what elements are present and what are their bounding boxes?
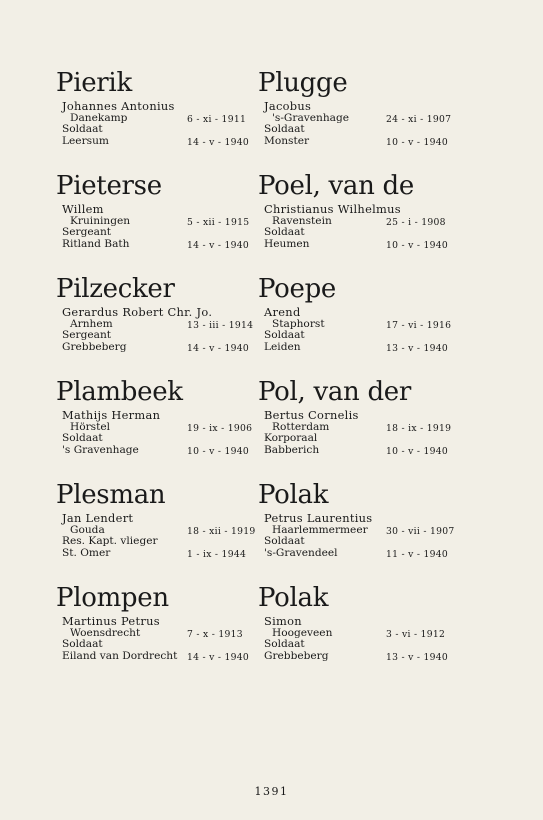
entry-birthplace: Arnhem	[70, 317, 113, 330]
entry-rank: Sergeant	[62, 329, 112, 342]
entry-birthplace: 's-Gravenhage	[272, 111, 350, 124]
entry-death-line	[62, 342, 256, 354]
entry-birthplace: Ravenstein	[272, 214, 332, 227]
entry-deathplace: Leersum	[62, 135, 109, 148]
memorial-entry	[258, 480, 458, 583]
memorial-entry	[56, 377, 256, 480]
entry-surname: Plugge	[258, 68, 348, 98]
entry-death-line	[264, 239, 458, 251]
entry-death-line	[264, 342, 458, 354]
page-number: 1391	[254, 785, 289, 798]
entry-rank: Soldaat	[264, 123, 305, 136]
entry-deathplace: 's Gravenhage	[62, 444, 139, 457]
entry-death-line	[62, 239, 256, 251]
entry-deathdate: 10 - v - 1940	[386, 240, 449, 252]
entry-given-names: Arend	[264, 305, 301, 319]
entry-given-names: Jan Lendert	[62, 511, 134, 525]
entry-birthdate: 24 - xi - 1907	[386, 113, 452, 125]
entry-rank: Soldaat	[264, 329, 305, 342]
entry-deathdate: 13 - v - 1940	[386, 343, 449, 355]
entry-death-line	[62, 651, 256, 663]
entry-given-names: Willem	[62, 202, 104, 216]
entry-deathplace: Monster	[264, 135, 310, 148]
entry-death-line	[264, 651, 458, 663]
memorial-entry	[258, 583, 458, 686]
entry-birthdate: 25 - i - 1908	[386, 216, 446, 228]
entry-birthdate: 3 - vi - 1912	[386, 628, 446, 640]
entry-given-names: Christianus Wilhelmus	[264, 202, 401, 216]
entry-death-line	[62, 445, 256, 457]
memorial-entry	[258, 274, 458, 377]
entry-surname: Poepe	[258, 274, 337, 304]
entry-deathdate: 14 - v - 1940	[187, 343, 250, 355]
left-column	[56, 68, 256, 686]
entry-birthdate: 18 - xii - 1919	[187, 525, 256, 537]
entry-given-names: Bertus Cornelis	[264, 408, 359, 422]
entry-deathdate: 10 - v - 1940	[187, 446, 250, 458]
entry-deathdate: 11 - v - 1940	[386, 549, 449, 561]
memorial-entry	[56, 583, 256, 686]
entry-deathplace: Grebbeberg	[62, 341, 127, 354]
entry-rank: Soldaat	[264, 535, 305, 548]
entry-given-names: Johannes Antonius	[62, 99, 175, 113]
entry-deathplace: St. Omer	[62, 547, 111, 560]
entry-given-names: Petrus Laurentius	[264, 511, 373, 525]
entry-birthplace: Hörstel	[70, 420, 111, 433]
entry-deathplace: Heumen	[264, 238, 310, 251]
entry-rank: Soldaat	[62, 432, 103, 445]
entry-birthplace: Danekamp	[70, 111, 128, 124]
entry-deathplace: Eiland van Dordrecht	[62, 650, 178, 663]
entry-surname: Plompen	[56, 583, 169, 613]
entry-surname: Poel, van de	[258, 171, 414, 201]
entry-deathdate: 10 - v - 1940	[386, 137, 449, 149]
entry-birthplace: Staphorst	[272, 317, 325, 330]
entry-surname: Plambeek	[56, 377, 183, 407]
entry-birthdate: 19 - ix - 1906	[187, 422, 253, 434]
entry-death-line	[264, 548, 458, 560]
entry-deathplace: Grebbeberg	[264, 650, 329, 663]
entry-deathdate: 14 - v - 1940	[187, 137, 250, 149]
entry-given-names: Simon	[264, 614, 302, 628]
entry-birthplace: Kruiningen	[70, 214, 131, 227]
entry-deathplace: Ritland Bath	[62, 238, 130, 251]
entry-rank: Soldaat	[62, 638, 103, 651]
entry-deathplace: Babberich	[264, 444, 320, 457]
entry-given-names: Gerardus Robert Chr. Jo.	[62, 305, 213, 319]
entry-birthdate: 5 - xii - 1915	[187, 216, 250, 228]
entry-surname: Pieterse	[56, 171, 162, 201]
entry-deathdate: 10 - v - 1940	[386, 446, 449, 458]
entry-birthdate: 6 - xi - 1911	[187, 113, 247, 125]
entry-death-line	[62, 548, 256, 560]
entry-birthplace: Woensdrecht	[70, 626, 141, 639]
memorial-entry	[56, 480, 256, 583]
entry-deathdate: 14 - v - 1940	[187, 240, 250, 252]
memorial-entry	[258, 68, 458, 171]
memorial-entry	[56, 68, 256, 171]
entry-given-names: Martinus Petrus	[62, 614, 160, 628]
entry-surname: Pilzecker	[56, 274, 175, 304]
entry-death-line	[62, 136, 256, 148]
entry-birthdate: 17 - vi - 1916	[386, 319, 452, 331]
entry-birthplace: Haarlemmermeer	[272, 523, 368, 536]
entry-birthdate: 18 - ix - 1919	[386, 422, 452, 434]
entry-birthplace: Gouda	[70, 523, 105, 536]
entry-rank: Sergeant	[62, 226, 112, 239]
memorial-entry	[258, 171, 458, 274]
entry-surname: Pierik	[56, 68, 132, 98]
entry-surname: Pol, van der	[258, 377, 411, 407]
right-column	[258, 68, 458, 686]
memorial-entry	[56, 274, 256, 377]
entry-given-names: Jacobus	[264, 99, 312, 113]
entry-given-names: Mathijs Herman	[62, 408, 161, 422]
entry-rank: Soldaat	[264, 226, 305, 239]
entry-birthdate: 7 - x - 1913	[187, 628, 243, 640]
memorial-entry	[258, 377, 458, 480]
entry-birthplace: Rotterdam	[272, 420, 330, 433]
entry-rank: Res. Kapt. vlieger	[62, 535, 158, 548]
entry-deathdate: 14 - v - 1940	[187, 652, 250, 664]
entry-rank: Soldaat	[264, 638, 305, 651]
entry-death-line	[264, 136, 458, 148]
entry-surname: Plesman	[56, 480, 166, 510]
entry-rank: Korporaal	[264, 432, 318, 445]
entry-deathdate: 1 - ix - 1944	[187, 549, 247, 561]
entry-birthplace: Hoogeveen	[272, 626, 333, 639]
entry-birthdate: 30 - vii - 1907	[386, 525, 455, 537]
entry-surname: Polak	[258, 583, 329, 613]
entry-deathplace: Leiden	[264, 341, 301, 354]
entry-birthdate: 13 - iii - 1914	[187, 319, 254, 331]
entry-death-line	[264, 445, 458, 457]
entry-deathplace: 's-Gravendeel	[264, 547, 338, 560]
memorial-entry	[56, 171, 256, 274]
entry-rank: Soldaat	[62, 123, 103, 136]
entry-surname: Polak	[258, 480, 329, 510]
entry-deathdate: 13 - v - 1940	[386, 652, 449, 664]
